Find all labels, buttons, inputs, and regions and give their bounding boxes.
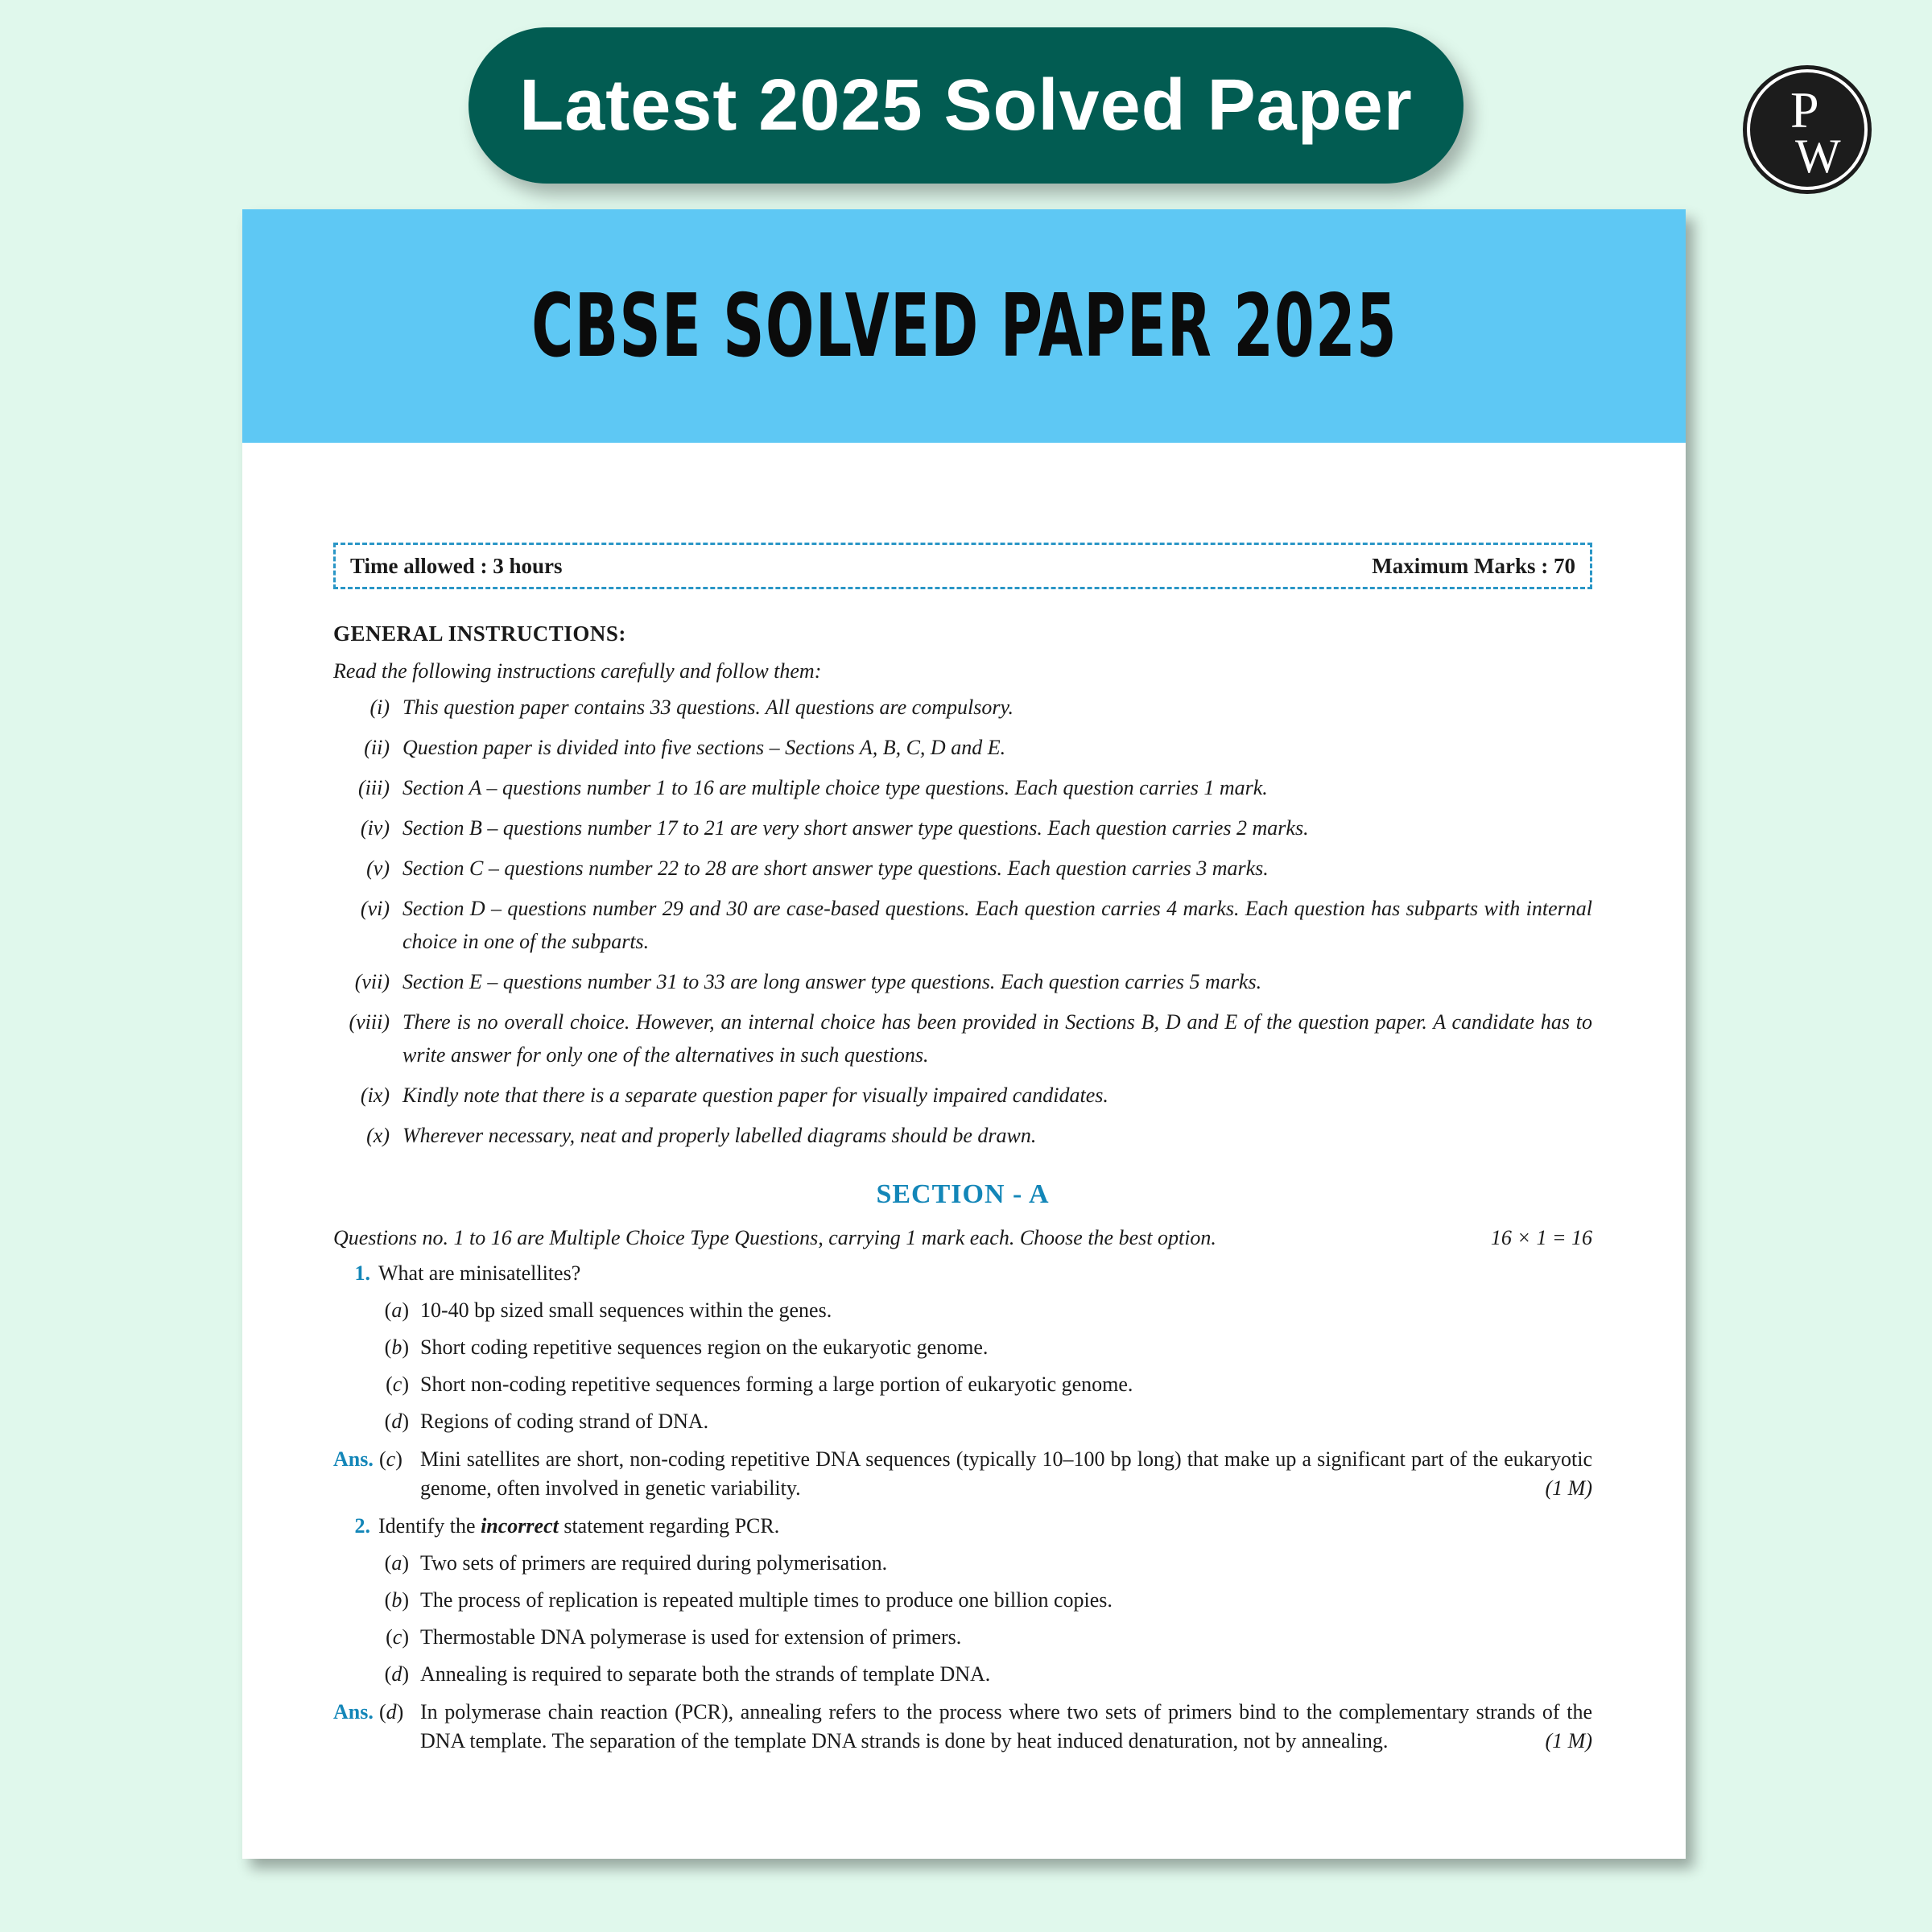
answer: [333, 1698, 1592, 1756]
option-label: (c): [386, 1373, 409, 1396]
pw-logo-icon: [1747, 69, 1868, 190]
option-item: [333, 1373, 1592, 1397]
instruction-number: (ii): [364, 736, 390, 759]
answer-letter: c: [386, 1447, 396, 1471]
questions-list: [333, 1261, 1592, 1756]
instruction-item: [333, 1119, 1592, 1152]
banner-title: Latest 2025 Solved Paper: [519, 64, 1413, 146]
instruction-number: (ix): [360, 1084, 390, 1107]
instruction-item: [333, 965, 1592, 998]
option-letter: b: [391, 1588, 402, 1612]
answer-text: Mini satellites are short, non-coding repetitive DNA sequences (typically 10–100 bp long) that make up a significant part of the eukaryotic genome, often involved in genetic variability.: [420, 1447, 1592, 1500]
instruction-item: [333, 892, 1592, 958]
section-marks: 16 × 1 = 16: [1490, 1226, 1592, 1249]
instruction-text: There is no overall choice. However, an internal choice has been provided in Sections B, D and E of the question paper. A candidate has to write answer for only one of the alternatives in such questions.: [402, 1010, 1592, 1067]
option-item: [333, 1588, 1592, 1612]
option-letter: d: [391, 1410, 402, 1433]
option-letter: a: [391, 1551, 402, 1575]
instruction-text: Question paper is divided into five sections – Sections A, B, C, D and E.: [402, 736, 1006, 759]
section-intro: Questions no. 1 to 16 are Multiple Choice Type Questions, carrying 1 mark each. Choose the best option.: [333, 1226, 1216, 1249]
time-allowed: Time allowed : 3 hours: [350, 553, 563, 578]
general-instructions-heading: GENERAL INSTRUCTIONS:: [333, 621, 626, 646]
answer: [333, 1445, 1592, 1503]
instruction-item: [333, 1079, 1592, 1112]
option-item: [333, 1298, 1592, 1323]
question-text: What are minisatellites?: [378, 1261, 581, 1285]
answer-label: (d): [379, 1700, 404, 1724]
instruction-number: (iii): [358, 776, 390, 799]
instruction-number: (iv): [360, 816, 390, 840]
answer-prefix: Ans.: [333, 1700, 374, 1724]
instruction-number: (viii): [349, 1010, 390, 1034]
option-label: (d): [384, 1662, 409, 1686]
section-intro-row: [333, 1226, 1592, 1250]
option-letter: d: [391, 1662, 402, 1686]
option-item: [333, 1410, 1592, 1434]
title-banner: [469, 27, 1463, 184]
instructions-lead: Read the following instructions carefully and follow them:: [333, 659, 822, 683]
option-text: Short coding repetitive sequences region on the eukaryotic genome.: [420, 1335, 989, 1359]
option-item: [333, 1625, 1592, 1649]
option-item: [333, 1662, 1592, 1686]
option-letter: b: [391, 1335, 402, 1359]
section-title: SECTION - A: [876, 1179, 1050, 1209]
option-label: (d): [384, 1410, 409, 1433]
option-text: Short non-coding repetitive sequences forming a large portion of eukaryotic genome.: [420, 1373, 1133, 1396]
answer-marks: (1 M): [1545, 1729, 1592, 1752]
answer-body: [420, 1445, 1592, 1503]
answer-label: (c): [379, 1447, 402, 1471]
option-label: (a): [384, 1298, 409, 1322]
max-marks: Maximum Marks : 70: [1372, 553, 1575, 578]
answer-body: [420, 1698, 1592, 1756]
option-text: 10-40 bp sized small sequences within the genes.: [420, 1298, 832, 1322]
option-item: [333, 1335, 1592, 1360]
instruction-text: Section E – questions number 31 to 33 are long answer type questions. Each question carries 5 marks.: [402, 970, 1262, 993]
instruction-number: (x): [366, 1124, 390, 1147]
logo-letter-w: W: [1795, 130, 1841, 183]
exam-meta-box: [333, 543, 1592, 589]
question-text-emphasis: incorrect: [481, 1514, 559, 1538]
option-item: [333, 1551, 1592, 1575]
answer-prefix: Ans.: [333, 1447, 374, 1471]
option-text: Annealing is required to separate both the strands of template DNA.: [420, 1662, 991, 1686]
option-text: Thermostable DNA polymerase is used for extension of primers.: [420, 1625, 962, 1649]
logo-letter-p: P: [1790, 81, 1819, 138]
paper-content: [333, 543, 1592, 1756]
paper-page: [242, 209, 1686, 1859]
instruction-number: (i): [369, 696, 390, 719]
instruction-text: Wherever necessary, neat and properly labelled diagrams should be drawn.: [402, 1124, 1037, 1147]
option-letter: c: [392, 1625, 402, 1649]
instructions-list: [333, 691, 1592, 1152]
question-text: [378, 1514, 779, 1538]
option-letter: c: [392, 1373, 402, 1396]
instruction-text: Section D – questions number 29 and 30 are case-based questions. Each question carries 4 marks. Each question has subparts with internal choice in one of the subparts.: [402, 897, 1592, 953]
instruction-number: (vi): [360, 897, 390, 920]
question: [333, 1514, 1592, 1538]
option-text: The process of replication is repeated multiple times to produce one billion copies.: [420, 1588, 1113, 1612]
instruction-item: [333, 731, 1592, 764]
paper-header: [242, 209, 1686, 443]
instruction-text: This question paper contains 33 questions. All questions are compulsory.: [402, 696, 1014, 719]
answer-marks: (1 M): [1545, 1476, 1592, 1500]
question-text-post: statement regarding PCR.: [558, 1514, 780, 1538]
instruction-item: [333, 811, 1592, 844]
option-label: (b): [384, 1335, 409, 1359]
option-text: Regions of coding strand of DNA.: [420, 1410, 709, 1433]
instruction-number: (vii): [354, 970, 390, 993]
instruction-text: Section C – questions number 22 to 28 are short answer type questions. Each question carries 3 marks.: [402, 857, 1269, 880]
question-number: 2.: [354, 1514, 370, 1538]
instruction-text: Kindly note that there is a separate question paper for visually impaired candidates.: [402, 1084, 1108, 1107]
option-text: Two sets of primers are required during polymerisation.: [420, 1551, 888, 1575]
paper-title: CBSE SOLVED PAPER 2025: [530, 275, 1397, 377]
instruction-number: (v): [366, 857, 390, 880]
answer-letter: d: [386, 1700, 397, 1724]
instruction-text: Section A – questions number 1 to 16 are multiple choice type questions. Each question carries 1 mark.: [402, 776, 1268, 799]
instruction-text: Section B – questions number 17 to 21 are very short answer type questions. Each question carries 2 marks.: [402, 816, 1309, 840]
instruction-item: [333, 1005, 1592, 1071]
answer-text: In polymerase chain reaction (PCR), annealing refers to the process where two sets of primers bind to the complementary strands of the DNA template. The separation of the template DNA strands is done by heat induced denaturation, not by annealing.: [420, 1700, 1592, 1752]
option-label: (c): [386, 1625, 409, 1649]
option-label: (b): [384, 1588, 409, 1612]
option-label: (a): [384, 1551, 409, 1575]
question-number: 1.: [354, 1261, 370, 1285]
instruction-item: [333, 691, 1592, 724]
question: [333, 1261, 1592, 1286]
option-letter: a: [391, 1298, 402, 1322]
question-text-pre: Identify the: [378, 1514, 481, 1538]
instruction-item: [333, 771, 1592, 804]
instruction-item: [333, 852, 1592, 885]
